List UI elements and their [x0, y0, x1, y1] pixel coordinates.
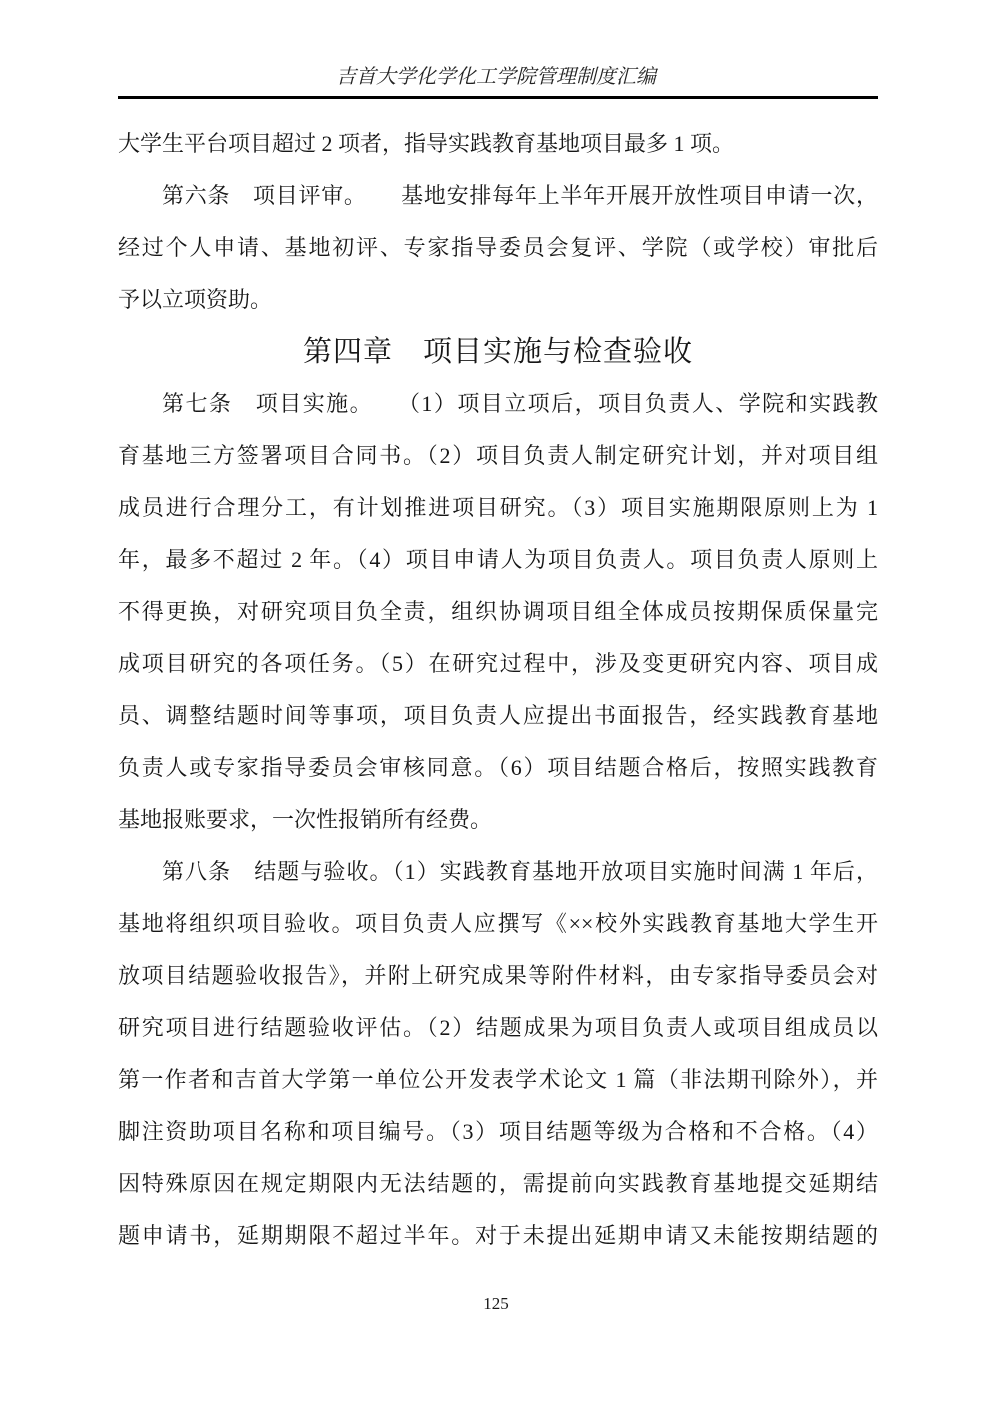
text-line: 研究项目进行结题验收评估。（2）结题成果为项目负责人或项目组成员以 — [118, 1015, 878, 1040]
text-line: 育基地三方签署项目合同书。（2）项目负责人制定研究计划，并对项目组 — [118, 443, 878, 468]
text-line: 因特殊原因在规定期限内无法结题的，需提前向实践教育基地提交延期结 — [118, 1171, 878, 1196]
page-number: 125 — [483, 1294, 509, 1313]
document-body — [118, 118, 878, 1262]
text-line: 成项目研究的各项任务。（5）在研究过程中，涉及变更研究内容、项目成 — [118, 651, 878, 676]
text-line: 脚注资助项目名称和项目编号。（3）项目结题等级为合格和不合格。（4） — [118, 1119, 878, 1144]
header-title: 吉首大学化学化工学院管理制度汇编 — [336, 66, 656, 88]
text-line: 负责人或专家指导委员会审核同意。（6）项目结题合格后，按照实践教育 — [118, 755, 878, 780]
text-line: 年，最多不超过 2 年。（4）项目申请人为项目负责人。项目负责人原则上 — [118, 547, 878, 572]
text-line: 第七条 项目实施。 （1）项目立项后，项目负责人、学院和实践教 — [162, 391, 878, 416]
text-line: 题申请书，延期期限不超过半年。对于未提出延期申请又未能按期结题的 — [118, 1223, 878, 1248]
text-line: 予以立项资助。 — [118, 287, 273, 312]
text-line: 经过个人申请、基地初评、专家指导委员会复评、学院（或学校）审批后 — [118, 235, 878, 260]
chapter-heading: 第四章 项目实施与检查验收 — [302, 336, 693, 368]
text-line: 不得更换，对研究项目负全责，组织协调项目组全体成员按期保质保量完 — [118, 599, 878, 624]
header-rule — [118, 96, 878, 99]
text-line: 员、调整结题时间等事项，项目负责人应提出书面报告，经实践教育基地 — [118, 703, 878, 728]
page-footer — [0, 1292, 992, 1316]
text-line: 成员进行合理分工，有计划推进项目研究。（3）项目实施期限原则上为 1 — [118, 495, 878, 520]
text-line: 大学生平台项目超过 2 项者，指导实践教育基地项目最多 1 项。 — [118, 131, 735, 156]
text-line: 基地将组织项目验收。项目负责人应撰写《××校外实践教育基地大学生开 — [118, 911, 878, 936]
text-line: 放项目结题验收报告》，并附上研究成果等附件材料，由专家指导委员会对 — [118, 963, 878, 988]
text-line: 第六条 项目评审。 基地安排每年上半年开展开放性项目申请一次， — [162, 183, 878, 208]
text-line: 第八条 结题与验收。（1）实践教育基地开放项目实施时间满 1 年后， — [162, 859, 878, 884]
text-line: 第一作者和吉首大学第一单位公开发表学术论文 1 篇（非法期刊除外），并 — [118, 1067, 878, 1092]
text-line: 基地报账要求，一次性报销所有经费。 — [118, 807, 493, 832]
